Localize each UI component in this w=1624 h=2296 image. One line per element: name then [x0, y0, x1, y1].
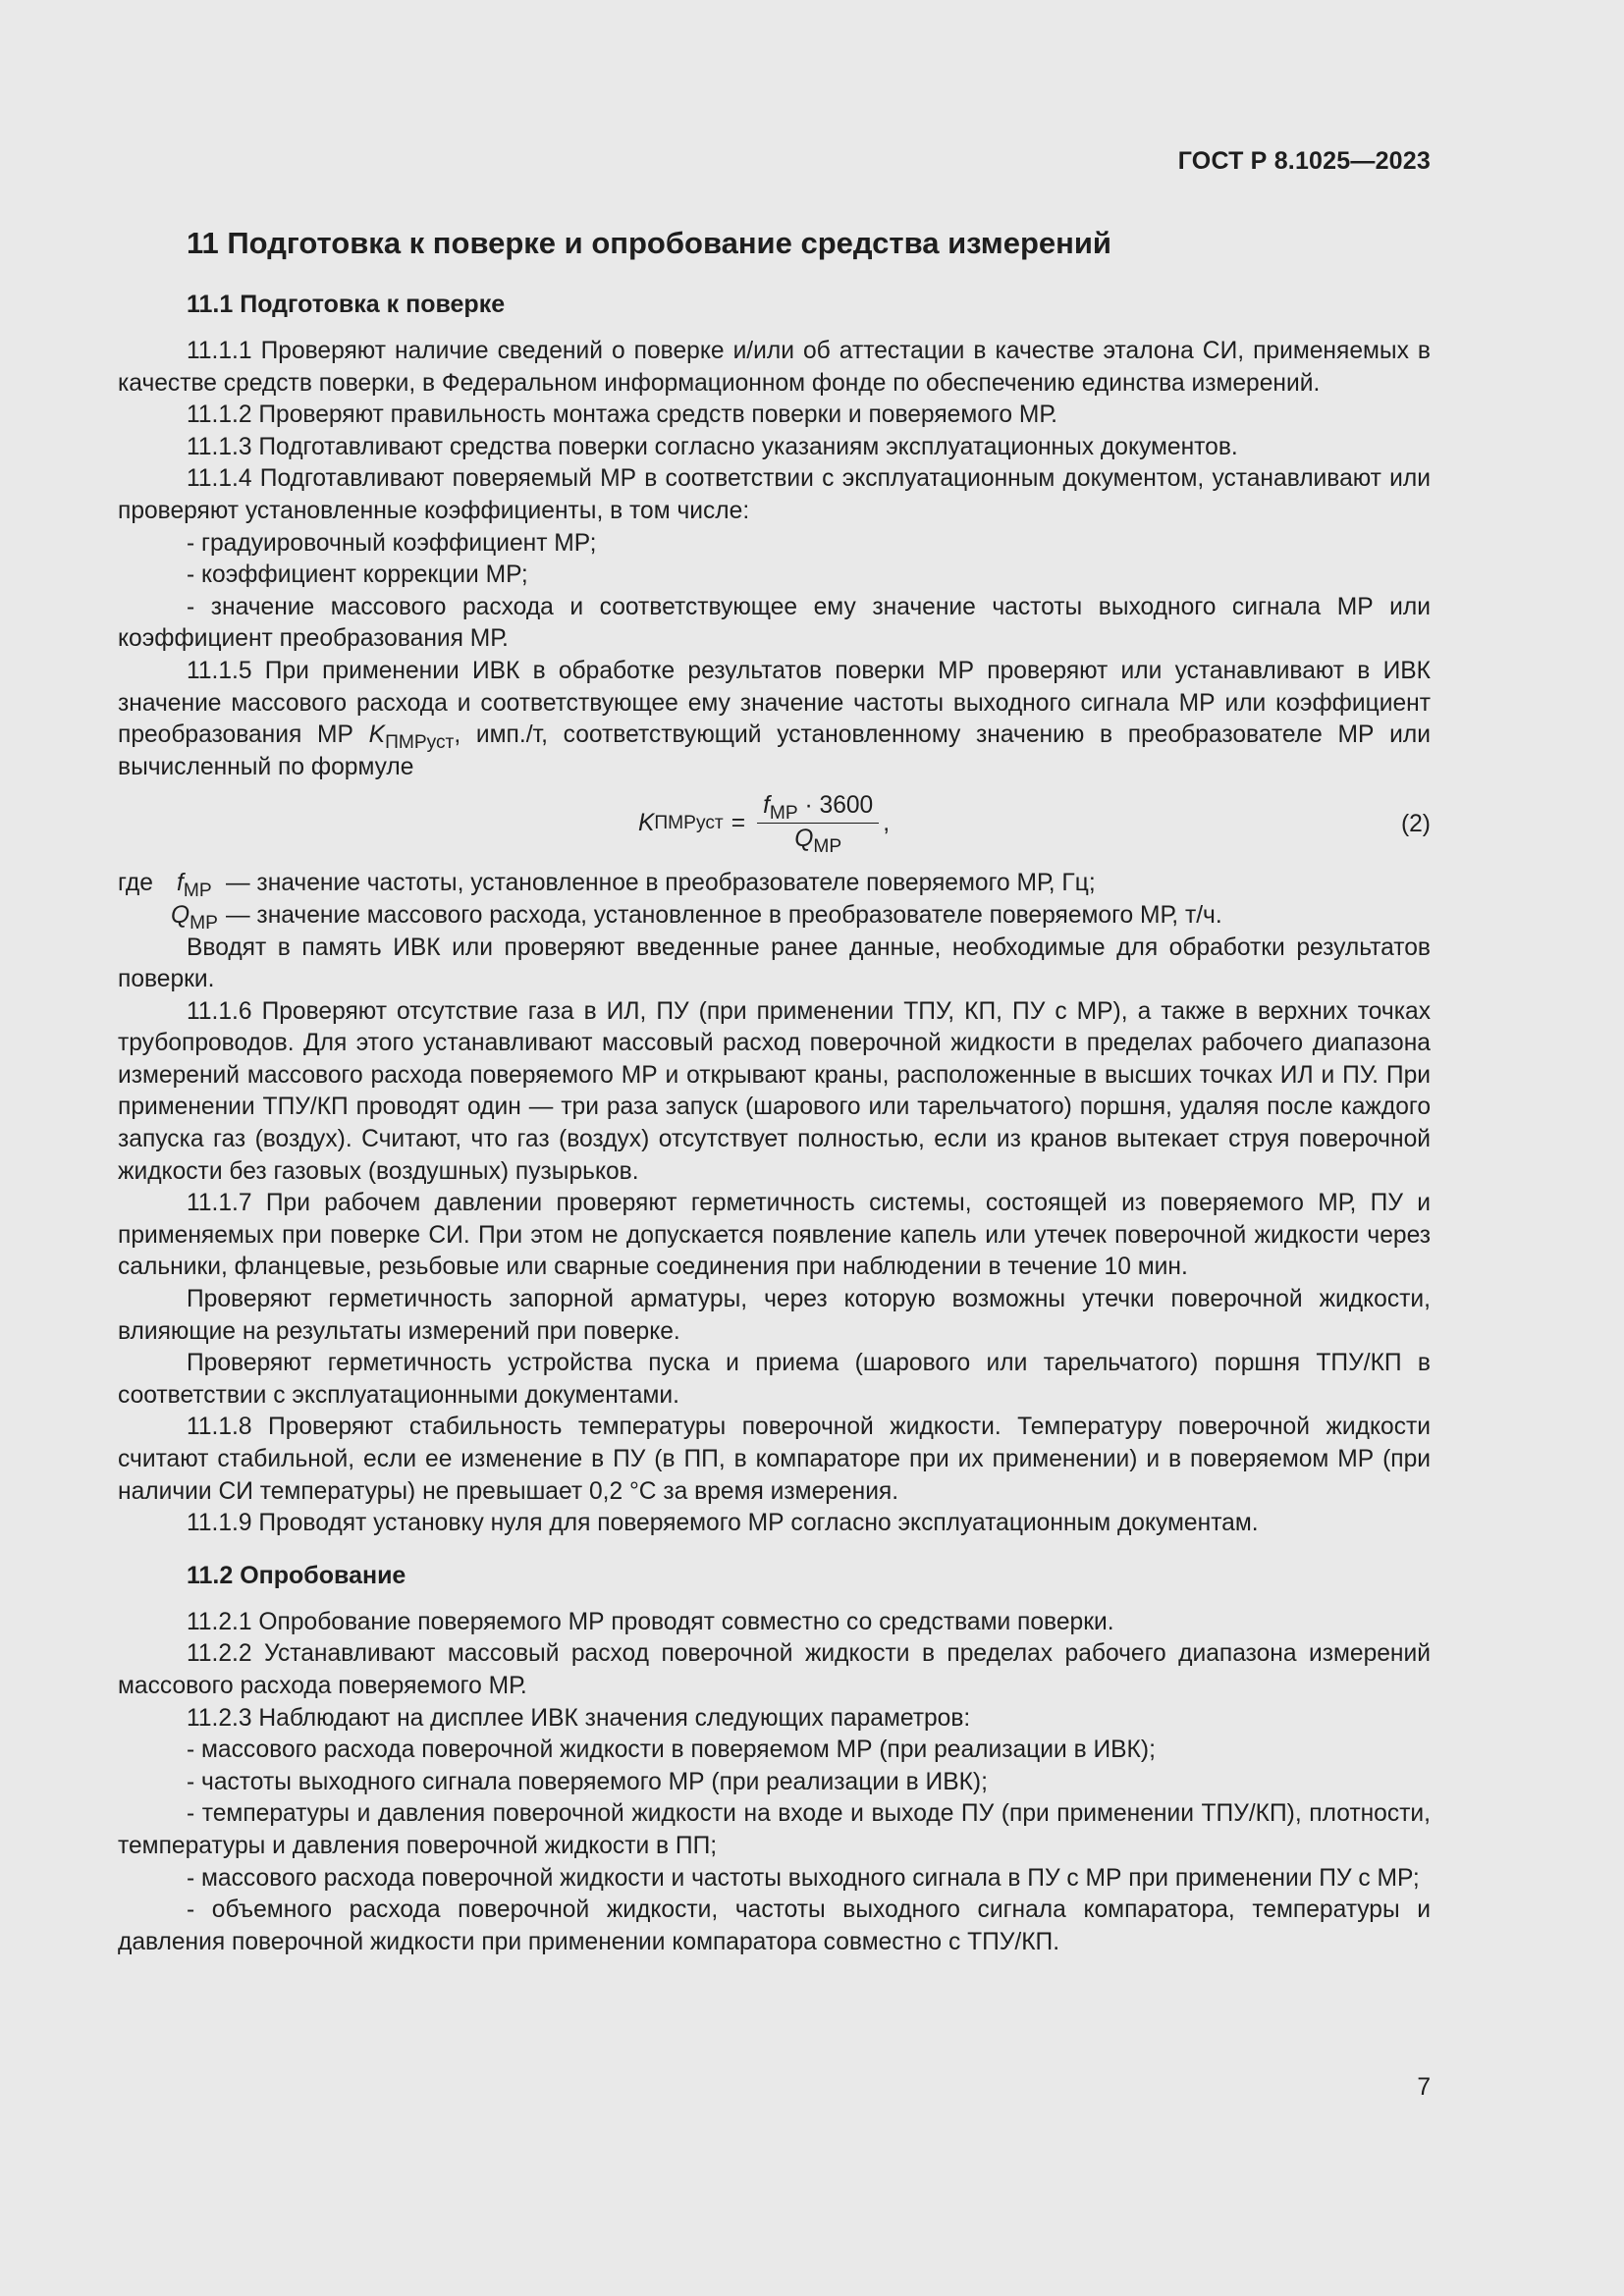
symbol-q-subscript: МР [189, 912, 218, 934]
denominator-symbol: Q [794, 826, 814, 853]
symbol-f: f [177, 870, 184, 897]
subsection-title-11-1: 11.1 Подготовка к поверке [187, 291, 506, 318]
coefficient-symbol: K [368, 721, 386, 749]
paragraph-valves: Проверяют герметичность запорной арматуры, через которую возможны утечки поверочной жидкости, влияющие на результаты измерений при поверке. [118, 1286, 1431, 1345]
paragraph-11-1-5-tail: , имп./т, соответствующий установленному значению в преобразователе МР или вычисленный по формуле [118, 721, 1431, 780]
numerator-subscript: МР [769, 803, 798, 825]
paragraph-piston: Проверяют герметичность устройства пуска и приема (шарового или тарельчатого) поршня ТПУ/КП в соответствии с эксплуатационными документами. [118, 1350, 1431, 1409]
paragraph-11-1-4: 11.1.4 Подготавливают поверяемый МР в соответствии с эксплуатационным документом, устанавливают или проверяют установленные коэффициенты, в том числе: [118, 465, 1431, 524]
list-item: - значение массового расхода и соответствующее ему значение частоты выходного сигнала МР или коэффициент преобразования МР. [118, 593, 1431, 653]
list-item: - массового расхода поверочной жидкости в поверяемом МР (при реализации в ИВК); [187, 1736, 1156, 1764]
formula-fraction [757, 791, 879, 858]
paragraph-11-1-5 [118, 656, 1431, 783]
paragraph-11-1-6: 11.1.6 Проверяют отсутствие газа в ИЛ, ПУ (при применении ТПУ, КП, ПУ с МР), а также в верхних точках трубопроводов. Для этого устанавливают массовый расход поверочной жидкости в пределах рабочего диапазона измерений массового расхода поверяемого МР и открывают краны, расположенные в высших точках ИЛ и ПУ. При применении ТПУ/КП проводят один — три раза запуск (шарового или тарельчатого) поршня, удаляя после каждого запуска газ (воздух). Считают, что газ (воздух) отсутствует полностью, если из кранов вытекает струя поверочной жидкости без газовых (воздушных) пузырьков. [118, 997, 1431, 1185]
formula-denominator [794, 824, 842, 858]
list-item: - градуировочный коэффициент МР; [187, 529, 597, 557]
subsection-title-11-2: 11.2 Опробование [187, 1561, 406, 1589]
paragraph-11-2-3: 11.2.3 Наблюдают на дисплее ИВК значения следующих параметров: [187, 1704, 971, 1732]
list-item: - коэффициент коррекции МР; [187, 561, 528, 589]
symbol-f-subscript: МР [183, 881, 212, 902]
formula-equals: = [731, 809, 746, 836]
where-row [118, 868, 1431, 900]
page-content [118, 222, 1431, 1958]
section-title: 11 Подготовка к поверке и опробование средства измерений [187, 226, 1111, 260]
paragraph-11-1-5-text: 11.1.5 При применении ИВК в обработке результатов поверки МР проверяют или устанавливают в ИВК значение массового расхода и соответствующее ему значение частоты выходного сигнала МР или коэффициент преобразования МР [118, 657, 1431, 749]
where-row [118, 900, 1431, 933]
formula-2 [118, 787, 1431, 866]
paragraph-11-1-2: 11.1.2 Проверяют правильность монтажа средств поверки и поверяемого МР. [187, 401, 1057, 429]
page-number: 7 [1417, 2074, 1431, 2101]
paragraph-11-2-2: 11.2.2 Устанавливают массовый расход поверочной жидкости в пределах рабочего диапазона измерений массового расхода поверяемого МР. [118, 1640, 1431, 1699]
document-code: ГОСТ Р 8.1025—2023 [1177, 147, 1431, 175]
numerator-symbol: f [763, 792, 770, 820]
paragraph-11-1-1: 11.1.1 Проверяют наличие сведений о поверке и/или об аттестации в качестве эталона СИ, применяемых в качестве средств поверки, в Федеральном информационном фонде по обеспечению единства измерений. [118, 338, 1431, 397]
coefficient-subscript: ПМРуст [385, 731, 455, 753]
where-label: где [118, 870, 153, 897]
denominator-subscript: МР [813, 836, 842, 858]
list-item: - массового расхода поверочной жидкости и частоты выходного сигнала в ПУ с МР при применении ПУ с МР; [187, 1864, 1420, 1892]
formula-lhs-symbol: K [638, 809, 655, 836]
where-definition: — значение частоты, установленное в преобразователе поверяемого МР, Гц; [226, 870, 1096, 897]
list-item: - частоты выходного сигнала поверяемого МР (при реализации в ИВК); [187, 1768, 988, 1795]
paragraph-11-1-7: 11.1.7 При рабочем давлении проверяют герметичность системы, состоящей из поверяемого МР, ПУ и применяемых при поверке СИ. При этом не допускается появление капель или утечек поверочной жидкости через сальники, фланцевые, резьбовые или сварные соединения при наблюдении в течение 10 мин. [118, 1190, 1431, 1281]
paragraph-11-1-3: 11.1.3 Подготавливают средства поверки согласно указаниям эксплуатационных документов. [187, 433, 1238, 460]
where-symbol [171, 900, 226, 933]
symbol-q: Q [171, 901, 190, 929]
formula-tail: , [883, 809, 891, 836]
list-item: - объемного расхода поверочной жидкости, частоты выходного сигнала компаратора, температуры и давления поверочной жидкости при применении компаратора совместно с ТПУ/КП. [118, 1896, 1431, 1955]
formula-numerator [757, 791, 879, 824]
where-symbol [177, 868, 226, 900]
numerator-rest: · 3600 [797, 792, 874, 820]
paragraph-11-2-1: 11.2.1 Опробование поверяемого МР проводят совместно со средствами поверки. [187, 1608, 1114, 1635]
where-definition: — значение массового расхода, установленное в преобразователе поверяемого МР, т/ч. [226, 901, 1222, 929]
paragraph-11-1-9: 11.1.9 Проводят установку нуля для поверяемого МР согласно эксплуатационным документам. [187, 1510, 1259, 1537]
formula-expression: K ПМРуст = $\frac{f_{МР} \cdot 3600}{Q_{МР}}$ , [638, 792, 891, 858]
paragraph-11-1-8: 11.1.8 Проверяют стабильность температуры поверочной жидкости. Температуру поверочной жидкости считают стабильной, если ее изменение в ПУ (в ПП, в компараторе при их применении) и в поверяемом МР (при наличии СИ температуры) не превышает 0,2 °С за время измерения. [118, 1414, 1431, 1505]
paragraph-enter-data: Вводят в память ИВК или проверяют введенные ранее данные, необходимые для обработки результатов поверки. [118, 934, 1431, 993]
list-item: - температуры и давления поверочной жидкости на входе и выходе ПУ (при применении ТПУ/КП), плотности, температуры и давления поверочной жидкости в ПП; [118, 1800, 1431, 1859]
equation-number: (2) [1400, 811, 1431, 838]
